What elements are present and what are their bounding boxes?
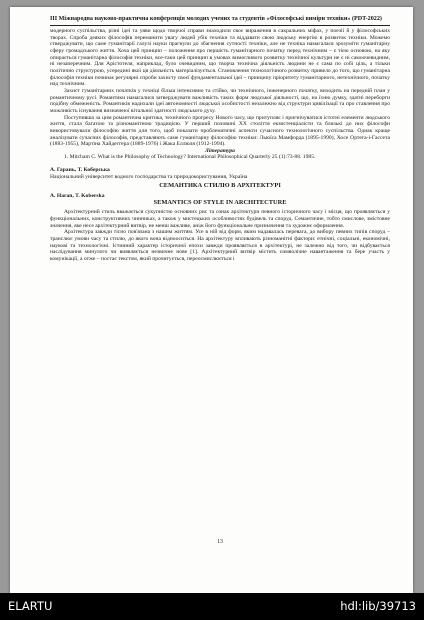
article-title-ua: СЕМАНТИКА СТИЛЮ В АРХІТЕКТУРІ: [159, 182, 281, 190]
article-title-en: SEMANTICS OF STYLE IN ARCHITECTURE: [153, 198, 287, 206]
running-header: ІІІ Міжнародна науково-практична конференція молодих учених та студентів «Філософські виміри техніки» (PDT-2022): [50, 16, 390, 26]
document-page: [10, 7, 413, 593]
paragraph: Поступивша за цим романтична критика, технічного прогресу Нового часу, що притупляє і пригнічуватися істотні елементи людського життя, стала багатою та різноманітною традицією. У перший половині XX століття екзистенціалісти та близькі до них філософи використовували філософію життя для того, щоб показати проблематичні аспекти сучасного технологічного суспільства. Однак краще аналізувати сучасних філософів, представляють саме гуманітарну філософію техніки: Льюїса Мамфорда (1895-1990), Хосе Ортега-і-Гассета (1883-1955), Мартіна Хайдеггера (1889-1976) і Жака Еллюля (1912-1994).: [50, 114, 390, 148]
references-heading: Література: [205, 147, 235, 154]
affiliation: Національний університет водного господарства та природокористування, Україна: [50, 173, 248, 180]
reference-item: 1. Mitcham C. What is the Philosophy of Technology? International Philosophical Quarterly 25 (1):73-88. 1985.: [64, 154, 316, 161]
authors-en: A. Haran, T. Koberska: [50, 193, 105, 200]
page-number: 13: [217, 539, 223, 545]
page-content: [50, 16, 390, 586]
paragraph: Архітектура завжди тісно пов'язана з нашим життям. Усе в ній від форм, яким надавалась перевага, до вибору певних типів споруд – транслює умови часу та стилю, до якого вона віднооситься. На архітектуру впливають різноманітні фактори: етнічні, соціальні, економічні, наукові та технологічні. Істинний характер історичної епохи завжди проявляється в архітектурі, не залежно від того, чи відбувається наслідування минулого чи виявляється незвичне нове [1]. Архітектурний витвір містить символічне навантаження та бере участь у комунікації, а отже – постає текстом, який прочитується, переосмислюється і: [50, 229, 390, 262]
repository-label: ELARTU: [8, 599, 53, 613]
authors: А. Гарань, Т. Коберська: [50, 167, 110, 174]
paragraph: модерного суспільства, різні ідеї та уяви щодо творчої справи знаходили своє вираження в сакральних міфах, у поезії й у філософських творах. Спроба деяких філософів переманити увагу людей убік техніки та віддавати свою людську енергію в розвиток техніки. Можемо стверджувати, що саме гуманітарії галузі науки прагнули до збагнення сутності техніки, але не техніка намагалася зрозуміти гуманітарну сферу громадського життя. Хоча цей принцип – положення про першість гуманітарного початку перед технічним – є тією основою, на яку опирається гуманітарна філософія техніки, все-таки цей принцип в умовах вимогливого розвитку технічної культури не є ні самоочевидним, ні незаперечним. Для Арістотеля, наприклад, було очевидним, що творча технічна діяльність людини не є сама по собі ціль, а тільки політично структурою, усередині якої ця діяльність матеріалізується. Становлення технологічного розвитку привело до того, що гуманітарна філософія техніки починає регулярні спроби захисту своєї фундаментальної ідеї – принципу пріоритету гуманітарного, нетехнічного, початку над технічним.: [50, 28, 390, 88]
handle-label: hdl:lib/39713: [340, 599, 416, 613]
paragraph: Архітектурний стиль вважається сукупністю основних рис та ознак архітектури певного історичного часу і місця, що проявляється у функціональних, конструктивних чинниках, а також у мистецьких особливостях будівель та споруд. Семантичне, тобто смислове, змістовне значення, яке несе архітектурний витвір, не менш важливе, аніж його функціональне призначення та художнє оформлення.: [50, 209, 390, 229]
footer-bar: [0, 593, 424, 620]
paragraph: Захист гуманітарних початків у техніці більш інтенсивно та стійко, чи технічного, інженерного початку, виходить на передній план у романтичному русі. Романтики намагалися затверджувати важливість таких форм людської діяльності, що, на їхню думку, здатні переборти подібну обмеженість. Романтиків надихали ідеї автономності людської особистості незалежно від структури цивілізації та про ставлення про можливість існування визначеної вітальної здатності людського духу.: [50, 87, 390, 114]
